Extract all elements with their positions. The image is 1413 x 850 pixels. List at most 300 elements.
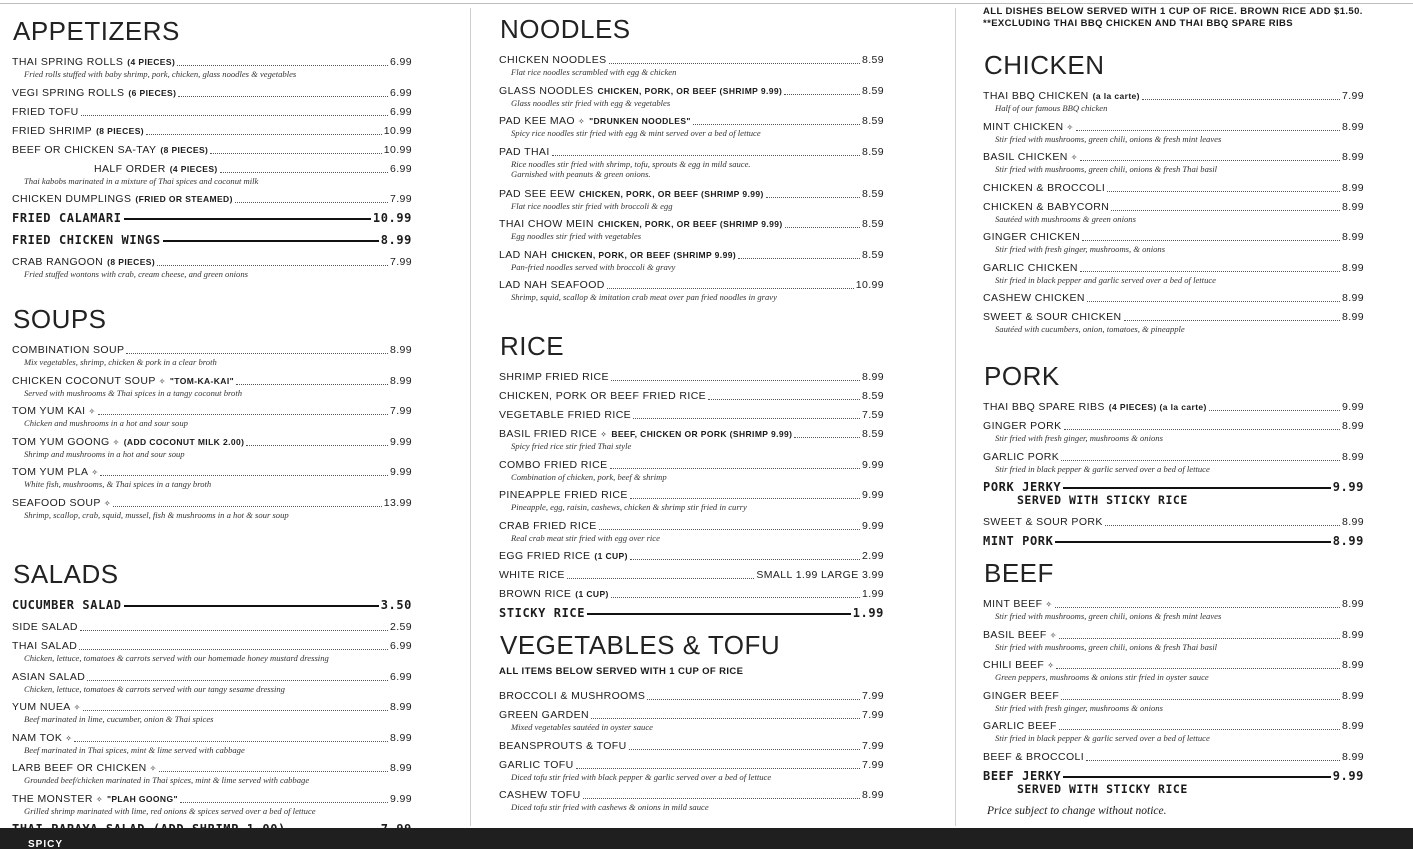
- item-price: 8.59: [861, 248, 884, 261]
- item-price: 13.99: [383, 496, 412, 509]
- menu-item-row: [499, 789, 884, 802]
- item-name: COMBO FRIED RICE: [499, 458, 608, 471]
- section-title: RICE: [500, 331, 565, 361]
- item-name: FRIED CHICKEN WINGS: [12, 233, 161, 247]
- item-price: 8.99: [1341, 628, 1364, 641]
- price-leader: [100, 475, 387, 476]
- item-description: Rice noodles stir fried with shrimp, tofu, sprouts & egg in mild sauce.: [511, 158, 751, 169]
- menu-item: [499, 249, 924, 273]
- menu-item: [499, 279, 924, 303]
- section-title: NOODLES: [500, 14, 631, 44]
- item-price: 8.99: [1341, 516, 1364, 528]
- item-description: Fried rolls stuffed with baby shrimp, pork, chicken, glass noodles & vegetables: [24, 69, 297, 79]
- price-leader: [74, 741, 388, 742]
- item-description: Chicken, lettuce, tomatoes & carrots served with our tangy sesame dressing: [24, 683, 285, 694]
- item-price: 8.99: [389, 762, 412, 774]
- item-option: (1 CUP): [594, 551, 628, 561]
- menu-item-row: [983, 201, 1364, 214]
- menu-item: [499, 520, 924, 544]
- item-price: 9.99: [861, 458, 884, 471]
- item-name: CHILI BEEF: [983, 659, 1045, 671]
- price-leader: [113, 506, 382, 507]
- item-name: HALF ORDER: [94, 162, 166, 175]
- price-leader: [708, 399, 860, 400]
- price-leader: [552, 155, 860, 156]
- chili-icon: ✧: [73, 703, 81, 712]
- menu-item-row: [12, 125, 412, 138]
- item-name: PINEAPPLE FRIED RICE: [499, 489, 628, 501]
- item-name: CHICKEN NOODLES: [499, 54, 607, 66]
- menu-item-row: [12, 344, 412, 357]
- item-description: Green peppers, mushrooms & onions stir fried in oyster sauce: [995, 672, 1209, 682]
- menu-item: [12, 793, 452, 817]
- menu-item-row: [983, 751, 1364, 764]
- column-divider: [955, 8, 956, 826]
- item-description: Grilled shrimp marinated with lime, red onions & spices served over a bed of lettuce: [24, 805, 316, 816]
- price-leader: [1063, 776, 1330, 778]
- item-price: 7.99: [861, 690, 884, 702]
- column-divider: [470, 8, 471, 826]
- item-option: CHICKEN, PORK, OR BEEF (SHRIMP 9.99): [578, 188, 764, 199]
- price-leader: [157, 265, 388, 266]
- item-name: SWEET & SOUR CHICKEN: [983, 311, 1122, 323]
- menu-item-row: [983, 401, 1364, 414]
- menu-item: [499, 690, 924, 703]
- item-description: Stir fried with mushrooms, green chili, onions & fresh mint leaves: [995, 611, 1222, 621]
- menu-item-row: [983, 121, 1364, 134]
- price-leader: [163, 240, 379, 242]
- item-description: Chicken and mushrooms in a hot and sour soup: [24, 418, 188, 428]
- price-leader: [611, 380, 860, 381]
- menu-item-row: [983, 535, 1364, 548]
- item-option: "PLAH GOONG": [106, 793, 178, 804]
- item-price: 2.59: [389, 621, 412, 633]
- item-name: BROWN RICE: [499, 588, 572, 600]
- menu-item-row: [499, 588, 884, 601]
- section-beef: [983, 558, 1404, 796]
- menu-item: [983, 690, 1404, 714]
- item-name: CASHEW TOFU: [499, 789, 581, 801]
- price-leader: [1124, 320, 1340, 321]
- item-name: CUCUMBER SALAD: [12, 598, 122, 612]
- menu-item: [499, 740, 924, 753]
- item-name: LARB BEEF OR CHICKEN: [12, 762, 147, 774]
- item-name: STICKY RICE: [499, 606, 586, 620]
- price-leader: [587, 613, 851, 615]
- item-description: Stir fried with fresh ginger, mushrooms & onions: [995, 702, 1163, 713]
- item-description: Stir fried in black pepper & garlic served over a bed of lettuce: [995, 733, 1210, 743]
- item-option: (FRIED OR STEAMED): [135, 194, 233, 204]
- menu-item-row: [499, 690, 884, 703]
- menu-item: [499, 607, 924, 620]
- menu-item: [983, 598, 1404, 622]
- menu-item: [983, 311, 1404, 335]
- menu-item-row: [983, 420, 1364, 433]
- menu-item-row: [499, 459, 884, 472]
- menu-item: [12, 106, 452, 119]
- item-name: TOM YUM KAI: [12, 405, 86, 417]
- price-leader: [1061, 460, 1340, 461]
- item-name: CHICKEN COCONUT SOUP: [12, 374, 156, 387]
- item-price: 8.59: [861, 187, 884, 200]
- item-price: 8.99: [1341, 292, 1364, 304]
- item-description: Spicy rice noodles stir fried with egg & mint served over a bed of lettuce: [511, 128, 761, 138]
- section-title: SALADS: [13, 559, 119, 589]
- menu-item: [499, 188, 924, 212]
- section-pork: [983, 361, 1404, 548]
- menu-item: [499, 218, 924, 242]
- price-leader: [607, 288, 854, 289]
- item-description: Glass noodles stir fried with egg & vegetables: [511, 97, 671, 108]
- menu-item: [12, 436, 452, 460]
- item-name: GARLIC CHICKEN: [983, 261, 1078, 274]
- price-leader: [1111, 210, 1340, 211]
- item-price: 8.99: [1341, 598, 1364, 610]
- item-price: 8.99: [1341, 659, 1364, 671]
- item-name: CHICKEN DUMPLINGS: [12, 193, 132, 205]
- menu-item-row: [499, 188, 884, 201]
- price-leader: [567, 578, 754, 579]
- item-price: 9.99: [1332, 480, 1364, 494]
- price-leader: [610, 468, 860, 469]
- item-option: (a la carte): [1092, 91, 1140, 101]
- price-leader: [98, 414, 388, 415]
- menu-item-row: [12, 436, 412, 449]
- item-description: Pan-fried noodles served with broccoli & gravy: [511, 261, 676, 272]
- item-name: CHICKEN, PORK OR BEEF FRIED RICE: [499, 390, 707, 402]
- item-price: 9.99: [1332, 768, 1364, 783]
- item-description: Chicken, lettuce, tomatoes & carrots served with our homemade honey mustard dressing: [24, 653, 329, 663]
- item-option: (ADD COCONUT MILK 2.00): [123, 436, 245, 447]
- item-name: PAD SEE EEW: [499, 187, 575, 200]
- menu-item-row: [499, 249, 884, 262]
- item-price: 7.99: [861, 758, 884, 771]
- price-leader: [1209, 410, 1340, 411]
- menu-item: [983, 201, 1404, 225]
- menu-item: [499, 759, 924, 783]
- item-price: 8.99: [380, 233, 412, 247]
- item-option: (1 CUP): [575, 589, 609, 599]
- menu-item-row: [499, 740, 884, 753]
- item-description: Served with mushrooms & Thai spices in a tangy coconut broth: [24, 387, 243, 398]
- price-leader: [630, 559, 860, 560]
- menu-item-row: [499, 709, 884, 722]
- item-price: 8.99: [1341, 181, 1364, 194]
- top-rule: [0, 3, 1413, 4]
- menu-item: [499, 390, 924, 403]
- item-price: 10.99: [372, 211, 412, 225]
- menu-item-row: [983, 262, 1364, 275]
- menu-item: [499, 115, 924, 139]
- menu-item: [983, 451, 1404, 475]
- menu-item: [983, 481, 1404, 507]
- menu-item-row: [983, 516, 1364, 529]
- item-option: BEEF, CHICKEN OR PORK (SHRIMP 9.99): [611, 429, 793, 439]
- menu-item-row: [499, 569, 884, 582]
- menu-item-row: [12, 234, 412, 247]
- price-leader: [80, 630, 388, 631]
- item-name: YUM NUEA: [12, 701, 71, 713]
- price-leader: [159, 771, 388, 772]
- price-leader: [1105, 525, 1340, 526]
- item-price: 8.59: [861, 428, 884, 440]
- item-price: 1.99: [852, 606, 884, 620]
- menu-item-row: [12, 144, 412, 157]
- item-price: 9.99: [389, 435, 412, 448]
- menu-item: [12, 125, 452, 138]
- menu-item-row: [499, 218, 884, 231]
- item-description: Sautéed with cucumbers, onion, tomatoes, & pineapple: [995, 324, 1185, 334]
- price-leader: [591, 718, 860, 719]
- item-option: "DRUNKEN NOODLES": [589, 116, 691, 126]
- menu-item: [12, 87, 452, 100]
- item-name: CHICKEN & BABYCORN: [983, 200, 1110, 213]
- price-leader: [87, 680, 388, 681]
- price-leader: [1059, 638, 1340, 639]
- price-leader: [79, 649, 388, 650]
- price-leader: [146, 134, 382, 135]
- price-leader: [785, 227, 860, 228]
- item-name: MINT PORK: [983, 534, 1054, 548]
- menu-item: [12, 497, 452, 521]
- menu-item-row: [499, 550, 884, 563]
- item-name: CHICKEN & BROCCOLI: [983, 181, 1106, 194]
- section-vegetables-tofu: [499, 630, 924, 812]
- menu-item: [12, 701, 452, 725]
- menu-item: [983, 720, 1404, 744]
- item-name: BASIL FRIED RICE: [499, 428, 598, 440]
- item-price: 6.99: [389, 86, 412, 99]
- item-name: COMBINATION SOUP: [12, 344, 125, 356]
- menu-item-row: [499, 279, 884, 292]
- menu-item: [983, 629, 1404, 653]
- price-leader: [126, 353, 388, 354]
- price-leader: [599, 529, 860, 530]
- item-name: CRAB RANGOON: [12, 256, 104, 268]
- chili-icon: ✧: [88, 407, 96, 416]
- section-title: SOUPS: [13, 304, 107, 334]
- handwritten-note: SERVED WITH STICKY RICE: [1017, 493, 1188, 507]
- price-leader: [1082, 240, 1340, 241]
- item-name: WHITE RICE: [499, 569, 565, 581]
- item-name: ASIAN SALAD: [12, 670, 86, 683]
- item-description: Real crab meat stir fried with egg over rice: [511, 532, 660, 543]
- menu-item-row: [12, 405, 412, 418]
- chili-icon: ✧: [1047, 661, 1055, 670]
- menu-item: [983, 516, 1404, 529]
- item-price: 8.59: [861, 115, 884, 127]
- menu-item: [12, 256, 452, 280]
- price-leader: [583, 798, 860, 799]
- item-name: GARLIC PORK: [983, 450, 1060, 463]
- menu-item-row: [12, 163, 412, 176]
- price-leader: [1063, 487, 1330, 489]
- price-leader: [794, 437, 860, 438]
- menu-item-row: [983, 451, 1364, 464]
- item-price: 3.50: [380, 598, 412, 612]
- item-description: White fish, mushrooms, & Thai spices in a tangy broth: [24, 479, 212, 489]
- item-name: SHRIMP FRIED RICE: [499, 371, 609, 383]
- item-price: 8.99: [1341, 311, 1364, 323]
- item-price: 8.99: [861, 789, 884, 801]
- menu-item: [983, 262, 1404, 286]
- item-name: SWEET & SOUR PORK: [983, 516, 1103, 528]
- menu-item-row: [499, 489, 884, 502]
- item-name: GARLIC TOFU: [499, 758, 574, 771]
- item-price: 7.99: [861, 739, 884, 752]
- section-noodles: [499, 14, 924, 302]
- price-leader: [738, 258, 860, 259]
- item-price: 8.99: [1341, 151, 1364, 163]
- item-description: Stir fried with fresh ginger, mushrooms & onions: [995, 433, 1163, 443]
- chili-icon: ✧: [65, 733, 73, 743]
- item-description: Diced tofu stir fried with black pepper & garlic served over a bed of lettuce: [511, 771, 772, 782]
- item-description: Sautéed with mushrooms & green onions: [995, 213, 1136, 224]
- item-price: 6.99: [389, 105, 412, 118]
- menu-item-row: [499, 759, 884, 772]
- item-price: 8.99: [1341, 689, 1364, 702]
- item-price: SMALL 1.99 LARGE 3.99: [756, 569, 884, 581]
- item-price: 6.99: [389, 56, 412, 68]
- item-name: BEEF OR CHICKEN SA-TAY: [12, 143, 157, 156]
- item-price: 10.99: [855, 279, 884, 291]
- item-price: 8.99: [389, 374, 412, 387]
- item-name: GINGER PORK: [983, 420, 1062, 432]
- price-leader: [1087, 301, 1340, 302]
- menu-item-row: [499, 85, 884, 98]
- item-description: Combination of chicken, pork, beef & shrimp: [511, 471, 667, 482]
- item-name: PAD THAI: [499, 145, 550, 158]
- item-description: Thai kabobs marinated in a mixture of Thai spices and coconut milk: [24, 175, 259, 186]
- menu-item-row: [983, 311, 1364, 324]
- price-leader: [630, 498, 860, 499]
- menu-item-row: [983, 182, 1364, 195]
- item-name: LAD NAH: [499, 248, 548, 261]
- menu-item-row: [499, 146, 884, 159]
- item-description: Grounded beef/chicken marinated in Thai spices, mint & lime served with cabbage: [24, 775, 310, 785]
- menu-item-row: [983, 770, 1364, 783]
- item-name: NAM TOK: [12, 731, 63, 744]
- price-leader: [236, 384, 388, 385]
- item-price: 8.99: [389, 701, 412, 713]
- price-leader: [1080, 160, 1340, 161]
- menu-item: [499, 550, 924, 563]
- item-price: 6.99: [389, 162, 412, 175]
- menu-item-row: [12, 762, 412, 775]
- price-leader: [611, 597, 860, 598]
- item-price: 8.99: [1341, 231, 1364, 243]
- price-leader: [693, 124, 860, 125]
- price-leader: [629, 749, 860, 750]
- item-name: BASIL CHICKEN: [983, 151, 1068, 163]
- item-description: Stir fried in black pepper and garlic served over a bed of lettuce: [995, 274, 1216, 285]
- menu-item-row: [12, 701, 412, 714]
- menu-item: [12, 56, 452, 80]
- item-name: FRIED TOFU: [12, 105, 79, 118]
- item-name: TOM YUM PLA: [12, 466, 89, 478]
- item-name: GLASS NOODLES: [499, 84, 594, 97]
- item-price: 9.99: [389, 792, 412, 805]
- price-leader: [1055, 541, 1330, 543]
- menu-item: [12, 163, 452, 187]
- item-name: SEAFOOD SOUP: [12, 496, 101, 509]
- menu-item: [12, 621, 452, 634]
- menu-item-row: [983, 720, 1364, 733]
- item-name: PORK JERKY: [983, 480, 1062, 494]
- item-price: 1.99: [861, 588, 884, 600]
- item-price: 9.99: [861, 519, 884, 532]
- item-name: TOM YUM GOONG: [12, 435, 110, 448]
- section-chicken: [983, 50, 1404, 334]
- item-name: MINT CHICKEN: [983, 120, 1064, 133]
- price-leader: [1061, 699, 1340, 700]
- price-leader: [766, 197, 860, 198]
- item-price: 8.99: [1341, 261, 1364, 274]
- item-description: Mix vegetables, shrimp, chicken & pork in a clear broth: [24, 357, 217, 367]
- item-option: CHICKEN, PORK, OR BEEF (SHRIMP 9.99): [551, 249, 737, 260]
- chili-icon: ✧: [1066, 122, 1074, 132]
- item-description: Flat rice noodles stir fried with broccoli & egg: [511, 200, 673, 211]
- menu-item-row: [12, 599, 412, 612]
- menu-item: [12, 732, 452, 756]
- menu-item: [12, 599, 452, 612]
- item-description: Stir fried in black pepper & garlic served over a bed of lettuce: [995, 463, 1210, 474]
- item-name: BEEF & BROCCOLI: [983, 750, 1085, 763]
- menu-item: [12, 193, 452, 206]
- item-name: GINGER BEEF: [983, 689, 1060, 702]
- menu-item: [499, 709, 924, 733]
- chili-icon: ✧: [1049, 630, 1057, 640]
- item-name: FRIED CALAMARI: [12, 211, 122, 225]
- item-name: BASIL BEEF: [983, 628, 1047, 641]
- menu-item-row: [983, 151, 1364, 164]
- section-note: ALL ITEMS BELOW SERVED WITH 1 CUP OF RICE: [499, 666, 744, 677]
- item-option: (4 PIECES): [127, 57, 176, 67]
- item-price: 8.99: [1332, 534, 1364, 548]
- item-price: 7.99: [1341, 90, 1364, 102]
- price-disclaimer: Price subject to change without notice.: [987, 805, 1167, 817]
- price-leader: [576, 768, 860, 769]
- menu-item-row: [12, 87, 412, 100]
- menu-item-row: [12, 56, 412, 69]
- menu-item-row: [12, 212, 412, 225]
- item-name: BROCCOLI & MUSHROOMS: [499, 690, 646, 702]
- menu-item-row: [499, 520, 884, 533]
- menu-item: [12, 671, 452, 695]
- item-description: Spicy fried rice stir fried Thai style: [511, 441, 632, 451]
- section-title: BEEF: [984, 558, 1054, 588]
- item-description: Fried stuffed wontons with crab, cream cheese, and green onions: [24, 269, 248, 279]
- item-description: Beef marinated in Thai spices, mint & lime served with cabbage: [24, 744, 245, 755]
- item-option: "TOM-KA-KAI": [169, 375, 235, 386]
- menu-item-row: [499, 371, 884, 384]
- item-price: 8.99: [389, 731, 412, 744]
- item-name: THAI SALAD: [12, 640, 78, 652]
- menu-item: [499, 54, 924, 78]
- item-price: 8.99: [1341, 420, 1364, 432]
- menu-item: [12, 212, 452, 225]
- section-title: PORK: [984, 361, 1060, 391]
- price-leader: [784, 94, 860, 95]
- item-description: Stir fried with mushrooms, green chili, onions & fresh Thai basil: [995, 641, 1218, 652]
- item-price: 8.99: [1341, 200, 1364, 213]
- menu-item: [12, 375, 452, 399]
- item-price: 8.99: [861, 371, 884, 383]
- price-leader: [1056, 668, 1340, 669]
- item-price: 8.59: [861, 54, 884, 66]
- item-price: 8.99: [389, 344, 412, 356]
- menu-item: [12, 144, 452, 157]
